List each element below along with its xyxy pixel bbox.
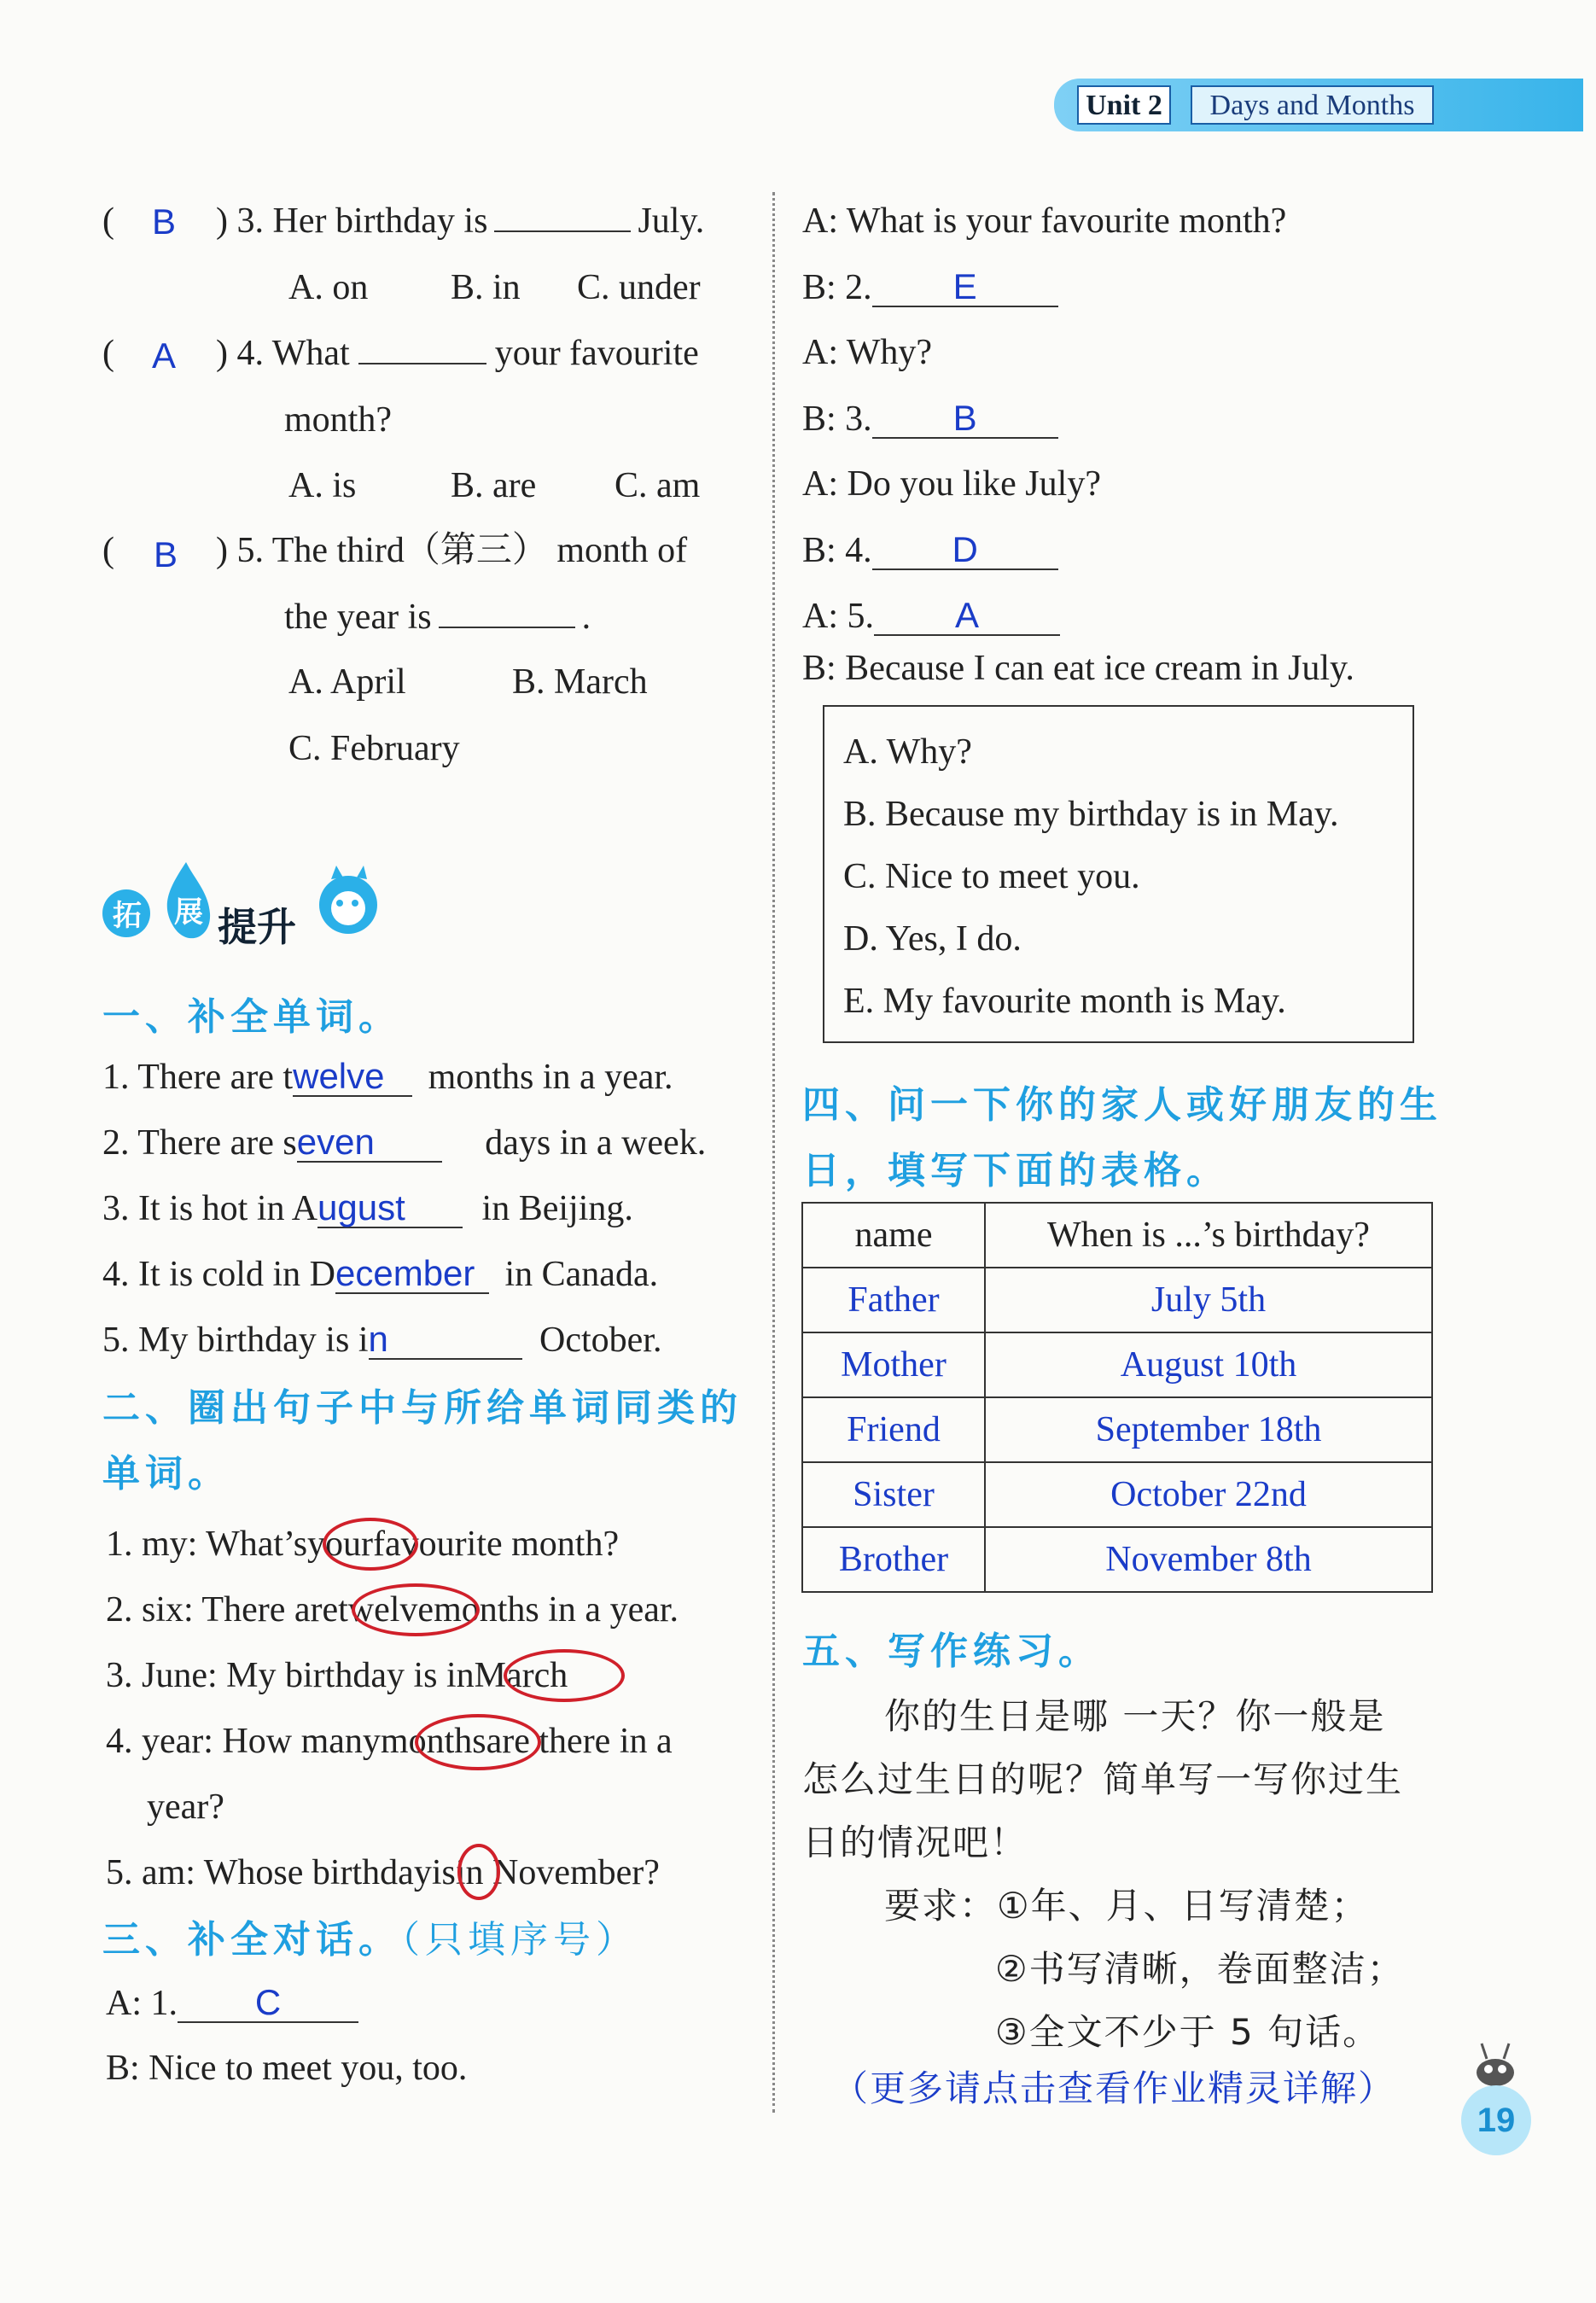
- sec2-item-2: 2. six: There aretwelvemonths in a year.: [106, 1590, 679, 1630]
- sec2-item-4: 4. year: How manymonthsare there in a: [106, 1722, 673, 1761]
- mc-paren: (: [102, 334, 114, 373]
- birthday-table: [801, 1202, 1433, 1593]
- mc-answer-3: B: [152, 201, 177, 242]
- dialog-r1: A: What is your favourite month?: [802, 201, 1287, 241]
- mc-answer-4: A: [152, 335, 177, 376]
- dialog-b1: B: Nice to meet you, too.: [106, 2049, 468, 2088]
- mc-paren: (: [102, 201, 114, 241]
- sec5-req1: 要求：①年、月、日写清楚；: [884, 1885, 1369, 1927]
- mc-option-5a: A. April: [288, 662, 406, 702]
- sec5-line1: 你的生日是哪 一天？你一般是: [884, 1695, 1386, 1737]
- mc-option-4c: C. am: [615, 466, 701, 505]
- table-header-name: name: [802, 1203, 985, 1268]
- sec1-item-1: 1. There are twelve months in a year.: [102, 1056, 673, 1097]
- section-logo-text: 提升: [218, 904, 296, 950]
- sec1-item-4: 4. It is cold in December in Canada.: [102, 1253, 659, 1294]
- sec1-item-3: 3. It is hot in August in Beijing.: [102, 1187, 633, 1228]
- sec2-title-line2: 单词。: [102, 1452, 230, 1495]
- mc-option-3c: C. under: [577, 268, 701, 307]
- circled-word: is: [431, 1853, 456, 1892]
- table-row: [802, 1462, 1432, 1527]
- answer-circle: [415, 1714, 541, 1770]
- circled-word: months: [380, 1722, 486, 1761]
- dialog-option-b: B. Because my birthday is in May.: [843, 795, 1339, 834]
- sec5-line2: 怎么过生日的呢？简单写一写你过生: [802, 1758, 1404, 1800]
- sec2-item-4-line2: year?: [147, 1787, 224, 1827]
- mc-option-4b: B. are: [451, 466, 537, 505]
- mc-question-5: ) 5. The third（第三） month of: [216, 531, 688, 570]
- mascot-icon: [1470, 2038, 1521, 2090]
- mc-question-3: ) 3. Her birthday is July.: [216, 201, 705, 241]
- table-header-birthday: When is ...’s birthday?: [985, 1203, 1432, 1268]
- dialog-r3: A: Why?: [802, 333, 933, 372]
- circled-word: March: [474, 1656, 568, 1695]
- dialog-option-d: D. Yes, I do.: [843, 919, 1022, 959]
- sec2-item-3: 3. June: My birthday is inMarch: [106, 1656, 568, 1695]
- sec5-line3: 日的情况吧！: [802, 1822, 1028, 1863]
- mc-option-4a: A. is: [288, 466, 357, 505]
- mc-option-5c: C. February: [288, 729, 460, 768]
- sec5-req2: ②书写清晰，卷面整洁；: [995, 1948, 1405, 1990]
- sec1-title: 一、补全单词。: [102, 995, 401, 1039]
- sec2-title-line1: 二、圈出句子中与所给单词同类的: [102, 1386, 743, 1430]
- table-cell-date: October 22nd: [985, 1462, 1432, 1527]
- table-cell-name: Sister: [802, 1462, 985, 1527]
- sec5-req3: ③全文不少于 5 句话。: [995, 2011, 1381, 2053]
- dialog-option-c: C. Nice to meet you.: [843, 857, 1140, 896]
- sec1-item-2: 2. There are seven days in a week.: [102, 1122, 707, 1163]
- sec4-title-line2: 日，填写下面的表格。: [802, 1149, 1229, 1192]
- answer-circle: [504, 1649, 625, 1702]
- mc-question-4: ) 4. What your favourite: [216, 334, 699, 373]
- table-row: [802, 1332, 1432, 1397]
- dialog-a1: A: 1. C: [106, 1985, 358, 2023]
- dialog-r4: B: 3. B: [802, 400, 1058, 439]
- dialog-option-a: A. Why?: [843, 732, 972, 772]
- dialog-r7: A: 5. A: [802, 598, 1060, 636]
- table-cell-name: Friend: [802, 1397, 985, 1462]
- sec1-item-5: 5. My birthday is in October.: [102, 1319, 662, 1360]
- table-cell-name: Mother: [802, 1332, 985, 1397]
- table-cell-date: July 5th: [985, 1268, 1432, 1332]
- sec3-title: 三、补全对话。（只填序号）: [102, 1918, 638, 1962]
- dialog-r2: B: 2. E: [802, 269, 1058, 307]
- dialog-r6: B: 4. D: [802, 532, 1058, 570]
- mc-answer-5: B: [154, 534, 178, 574]
- sec2-item-5: 5. am: Whose birthdayisin November?: [106, 1853, 660, 1892]
- page-number: 19: [1461, 2085, 1531, 2155]
- sec2-item-1: 1. my: What’syourfavourite month?: [106, 1525, 620, 1564]
- table-row: [802, 1397, 1432, 1462]
- mc-option-5b: B. March: [512, 662, 648, 702]
- sec5-title: 五、写作练习。: [802, 1630, 1101, 1673]
- dialog-r5: A: Do you like July?: [802, 464, 1101, 504]
- table-cell-date: August 10th: [985, 1332, 1432, 1397]
- svg-text:展: 展: [174, 895, 203, 930]
- mc-question-4-line2: month?: [284, 400, 392, 440]
- table-cell-name: Brother: [802, 1527, 985, 1592]
- mc-option-3a: A. on: [288, 268, 369, 307]
- answer-circle: [352, 1583, 480, 1636]
- svg-text:拓: 拓: [113, 899, 142, 933]
- dialog-option-e: E. My favourite month is May.: [843, 982, 1286, 1021]
- table-cell-date: November 8th: [985, 1527, 1432, 1592]
- table-row: [802, 1268, 1432, 1332]
- table-header-row: [802, 1203, 1432, 1268]
- table-cell-name: Father: [802, 1268, 985, 1332]
- sec4-title-line1: 四、问一下你的家人或好朋友的生: [802, 1083, 1442, 1127]
- table-row: [802, 1527, 1432, 1592]
- mc-option-3b: B. in: [451, 268, 521, 307]
- mc-paren: (: [102, 531, 114, 570]
- answer-circle: [323, 1518, 418, 1571]
- unit-label: Unit 2: [1077, 85, 1171, 125]
- table-cell-date: September 18th: [985, 1397, 1432, 1462]
- dialog-r8: B: Because I can eat ice cream in July.: [802, 649, 1354, 688]
- circled-word: twelve: [338, 1590, 434, 1630]
- unit-title: Days and Months: [1191, 85, 1434, 125]
- circled-word: your: [307, 1525, 374, 1564]
- answer-circle: [457, 1844, 500, 1900]
- more-details-link[interactable]: （更多请点击查看作业精灵详解）: [832, 2067, 1396, 2109]
- mc-question-5-line2: the year is .: [284, 598, 591, 637]
- column-divider: [772, 192, 775, 2113]
